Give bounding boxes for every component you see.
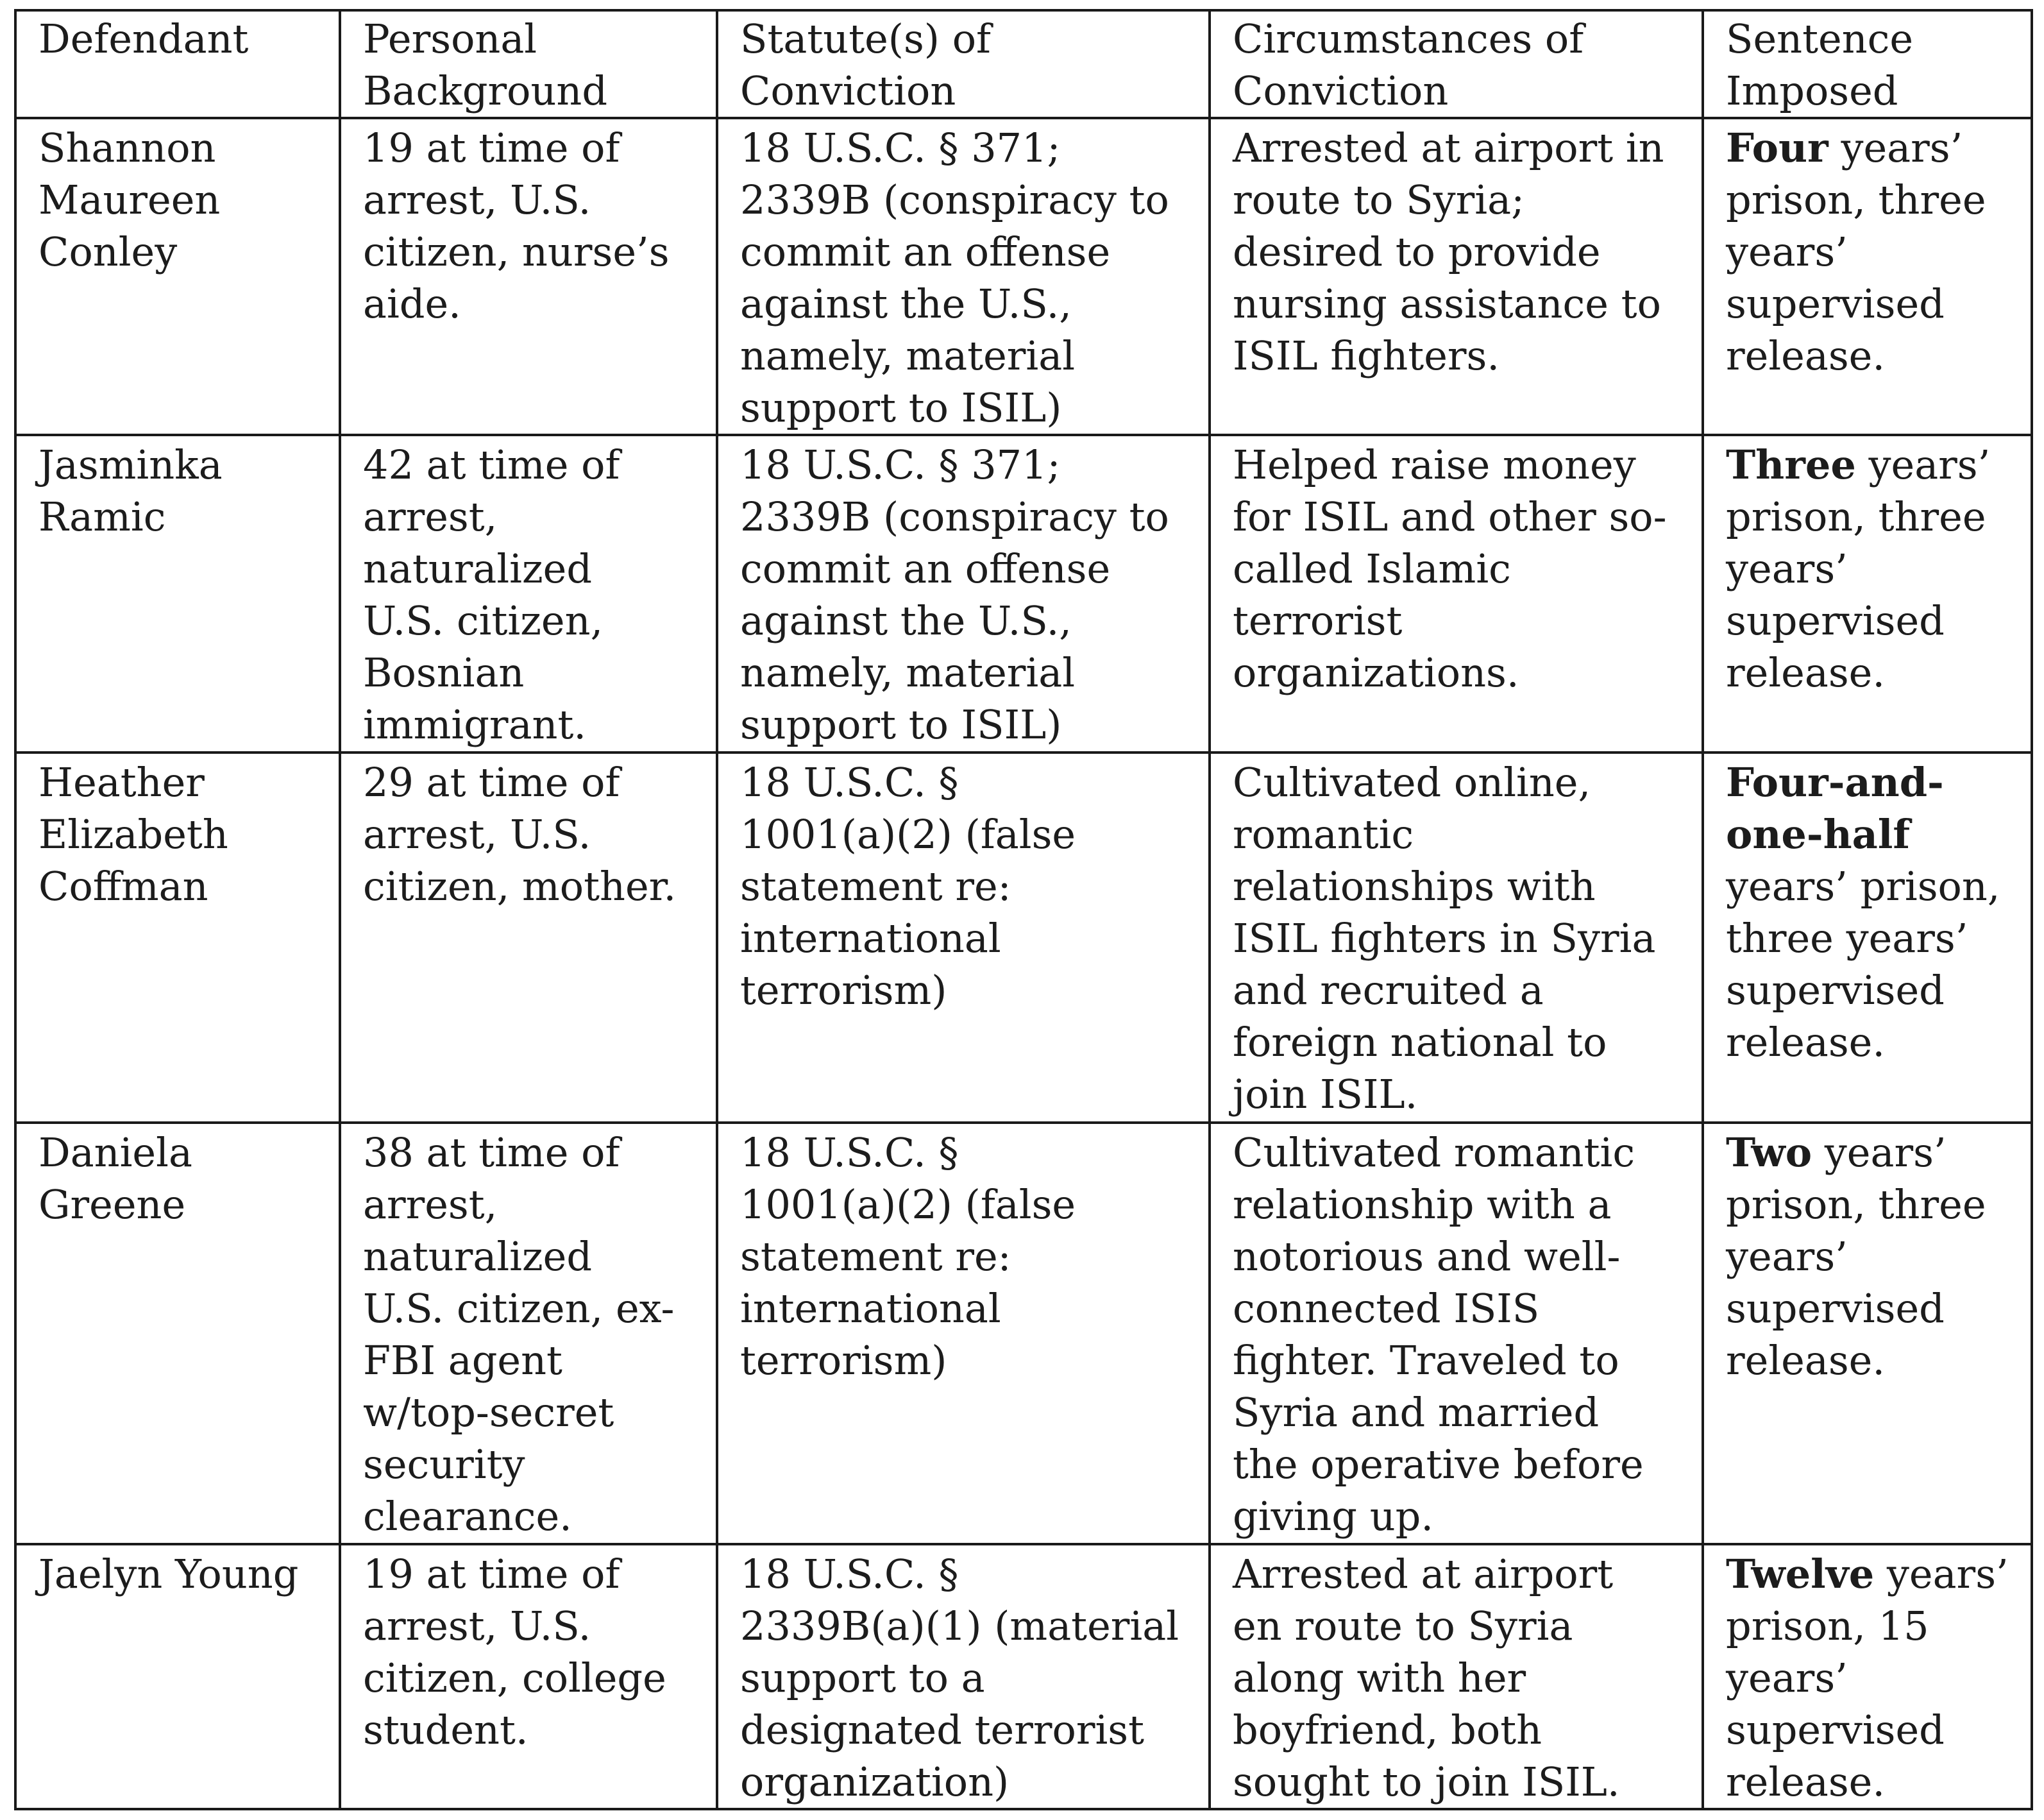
document-page bbox=[14, 9, 2031, 1810]
cell-sentence bbox=[1703, 1123, 2032, 1544]
cell-background: 19 at time of arrest, U.S. citizen, nurse’s aide. bbox=[340, 118, 717, 435]
header-circumstances-of-conviction: Circumstances of Conviction bbox=[1210, 10, 1703, 118]
defendants-table bbox=[14, 9, 2033, 1810]
sentence-lead: Four-and- one-half bbox=[1726, 759, 1944, 858]
cell-background: 38 at time of arrest, naturalized U.S. citizen, ex- FBI agent w/top-secret security clearance. bbox=[340, 1123, 717, 1544]
sentence-lead: Two bbox=[1726, 1129, 1812, 1176]
table-row bbox=[15, 1123, 2032, 1544]
sentence-rest: years’ prison, three years’ supervised release. bbox=[1726, 124, 1986, 379]
cell-defendant: Jaelyn Young bbox=[15, 1544, 340, 1809]
cell-background: 29 at time of arrest, U.S. citizen, mother. bbox=[340, 753, 717, 1123]
sentence-lead: Three bbox=[1726, 441, 1856, 488]
cell-statute: 18 U.S.C. § 1001(a)(2) (false statement re: international terrorism) bbox=[717, 753, 1210, 1123]
cell-statute: 18 U.S.C. § 2339B(a)(1) (material support to a designated terrorist organization) bbox=[717, 1544, 1210, 1809]
cell-circumstances: Arrested at airport en route to Syria along with her boyfriend, both sought to join ISIL. bbox=[1210, 1544, 1703, 1809]
sentence-rest: years’ prison, three years’ supervised release. bbox=[1726, 863, 2000, 1066]
table-header-row bbox=[15, 10, 2032, 118]
sentence-rest: years’ prison, 15 years’ supervised release. bbox=[1726, 1551, 2009, 1805]
table-row bbox=[15, 753, 2032, 1123]
cell-statute: 18 U.S.C. § 371; 2339B (conspiracy to commit an offense against the U.S., namely, material support to ISIL) bbox=[717, 118, 1210, 435]
cell-circumstances: Arrested at airport in route to Syria; desired to provide nursing assistance to ISIL fighters. bbox=[1210, 118, 1703, 435]
cell-circumstances: Helped raise money for ISIL and other so- called Islamic terrorist organizations. bbox=[1210, 435, 1703, 753]
cell-sentence bbox=[1703, 1544, 2032, 1809]
cell-defendant: Heather Elizabeth Coffman bbox=[15, 753, 340, 1123]
header-personal-background: Personal Background bbox=[340, 10, 717, 118]
header-statutes-of-conviction: Statute(s) of Conviction bbox=[717, 10, 1210, 118]
table-row bbox=[15, 1544, 2032, 1809]
sentence-lead: Four bbox=[1726, 124, 1829, 171]
cell-sentence bbox=[1703, 753, 2032, 1123]
header-sentence-imposed: Sentence Imposed bbox=[1703, 10, 2032, 118]
cell-sentence bbox=[1703, 435, 2032, 753]
sentence-lead: Twelve bbox=[1726, 1551, 1875, 1597]
cell-background: 42 at time of arrest, naturalized U.S. citizen, Bosnian immigrant. bbox=[340, 435, 717, 753]
cell-defendant: Shannon Maureen Conley bbox=[15, 118, 340, 435]
cell-background: 19 at time of arrest, U.S. citizen, college student. bbox=[340, 1544, 717, 1809]
cell-circumstances: Cultivated online, romantic relationships with ISIL fighters in Syria and recruited a foreign national to join ISIL. bbox=[1210, 753, 1703, 1123]
header-defendant: Defendant bbox=[15, 10, 340, 118]
table-row bbox=[15, 118, 2032, 435]
cell-defendant: Jasminka Ramic bbox=[15, 435, 340, 753]
sentence-rest: years’ prison, three years’ supervised release. bbox=[1726, 1129, 1986, 1384]
cell-sentence bbox=[1703, 118, 2032, 435]
sentence-rest: years’ prison, three years’ supervised release. bbox=[1726, 441, 1991, 696]
cell-defendant: Daniela Greene bbox=[15, 1123, 340, 1544]
cell-statute: 18 U.S.C. § 1001(a)(2) (false statement re: international terrorism) bbox=[717, 1123, 1210, 1544]
cell-statute: 18 U.S.C. § 371; 2339B (conspiracy to commit an offense against the U.S., namely, material support to ISIL) bbox=[717, 435, 1210, 753]
cell-circumstances: Cultivated romantic relationship with a notorious and well- connected ISIS fighter. Traveled to Syria and married the operative before giving up. bbox=[1210, 1123, 1703, 1544]
table-row bbox=[15, 435, 2032, 753]
